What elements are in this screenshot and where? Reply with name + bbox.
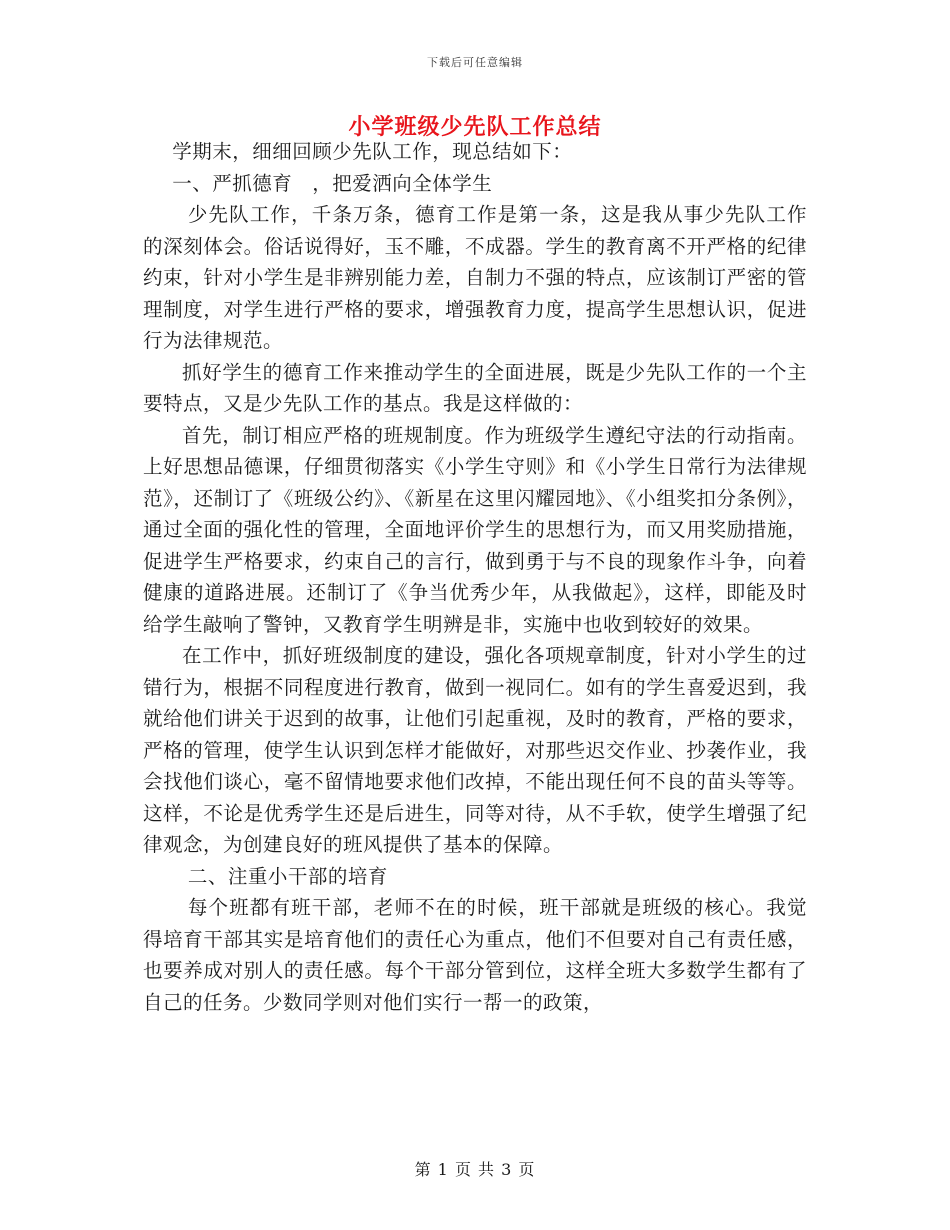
body-paragraph: 首先，制订相应严格的班规制度。作为班级学生遵纪守法的行动指南。上好思想品德课，仔细贯彻落实《小学生守则》和《小学生日常行为法律规范》，还制订了《班级公约》、《新星在这里闪耀园地》、《小组奖扣分条例》，通过全面的强化性的管理，全面地评价学生的思想行为，而又用奖励措施，促进学生严格要求，约束自己的言行，做到勇于与不良的现象作斗争，向着健康的道路进展。还制订了《争当优秀少年，从我做起》，这样，即能及时给学生敲响了警钟，又教育学生明辨是非，实施中也收到较好的效果。 bbox=[143, 423, 807, 636]
body-paragraph: 在工作中，抓好班级制度的建设，强化各项规章制度，针对小学生的过错行为，根据不同程度进行教育，做到一视同仁。如有的学生喜爱迟到，我就给他们讲关于迟到的故事，让他们引起重视，及时的教育，严格的要求，严格的管理，使学生认识到怎样才能做好，对那些迟交作业、抄袭作业，我会找他们谈心，毫不留情地要求他们改掉，不能出现任何不良的苗头等等。这样，不论是优秀学生还是后进生，同等对待，从不手软，使学生增强了纪律观念，为创建良好的班风提供了基本的保障。 bbox=[143, 644, 807, 856]
page-number-footer: 第 1 页 共 3 页 bbox=[414, 1160, 536, 1179]
section-heading-1: 一、严抓德育 ，把爱洒向全体学生 bbox=[172, 171, 493, 195]
page-header-note: 下载后可任意编辑 bbox=[427, 56, 523, 69]
body-paragraph: 每个班都有班干部，老师不在的时候，班干部就是班级的核心。我觉得培育干部其实是培育他们的责任心为重点，他们不但要对自己有责任感，也要养成对别人的责任感。每个干部分管到位，这样全班大多数学生都有了自己的任务。少数同学则对他们实行一帮一的政策， bbox=[143, 896, 807, 1014]
section-heading-2: 二、注重小干部的培育 bbox=[187, 864, 388, 888]
intro-paragraph: 学期末，细细回顾少先队工作，现总结如下： bbox=[172, 140, 573, 163]
document-title: 小学班级少先队工作总结 bbox=[348, 114, 602, 140]
body-paragraph: 抓好学生的德育工作来推动学生的全面进展，既是少先队工作的一个主要特点，又是少先队工作的基点。我是这样做的： bbox=[143, 360, 807, 415]
document-body bbox=[143, 136, 807, 1018]
body-paragraph: 少先队工作，千条万条，德育工作是第一条，这是我从事少先队工作的深刻体会。俗话说得好，玉不雕，不成器。学生的教育离不开严格的纪律约束，针对小学生是非辨别能力差，自制力不强的特点，应该制订严密的管理制度，对学生进行严格的要求，增强教育力度，提高学生思想认识，促进行为法律规范。 bbox=[143, 203, 807, 352]
